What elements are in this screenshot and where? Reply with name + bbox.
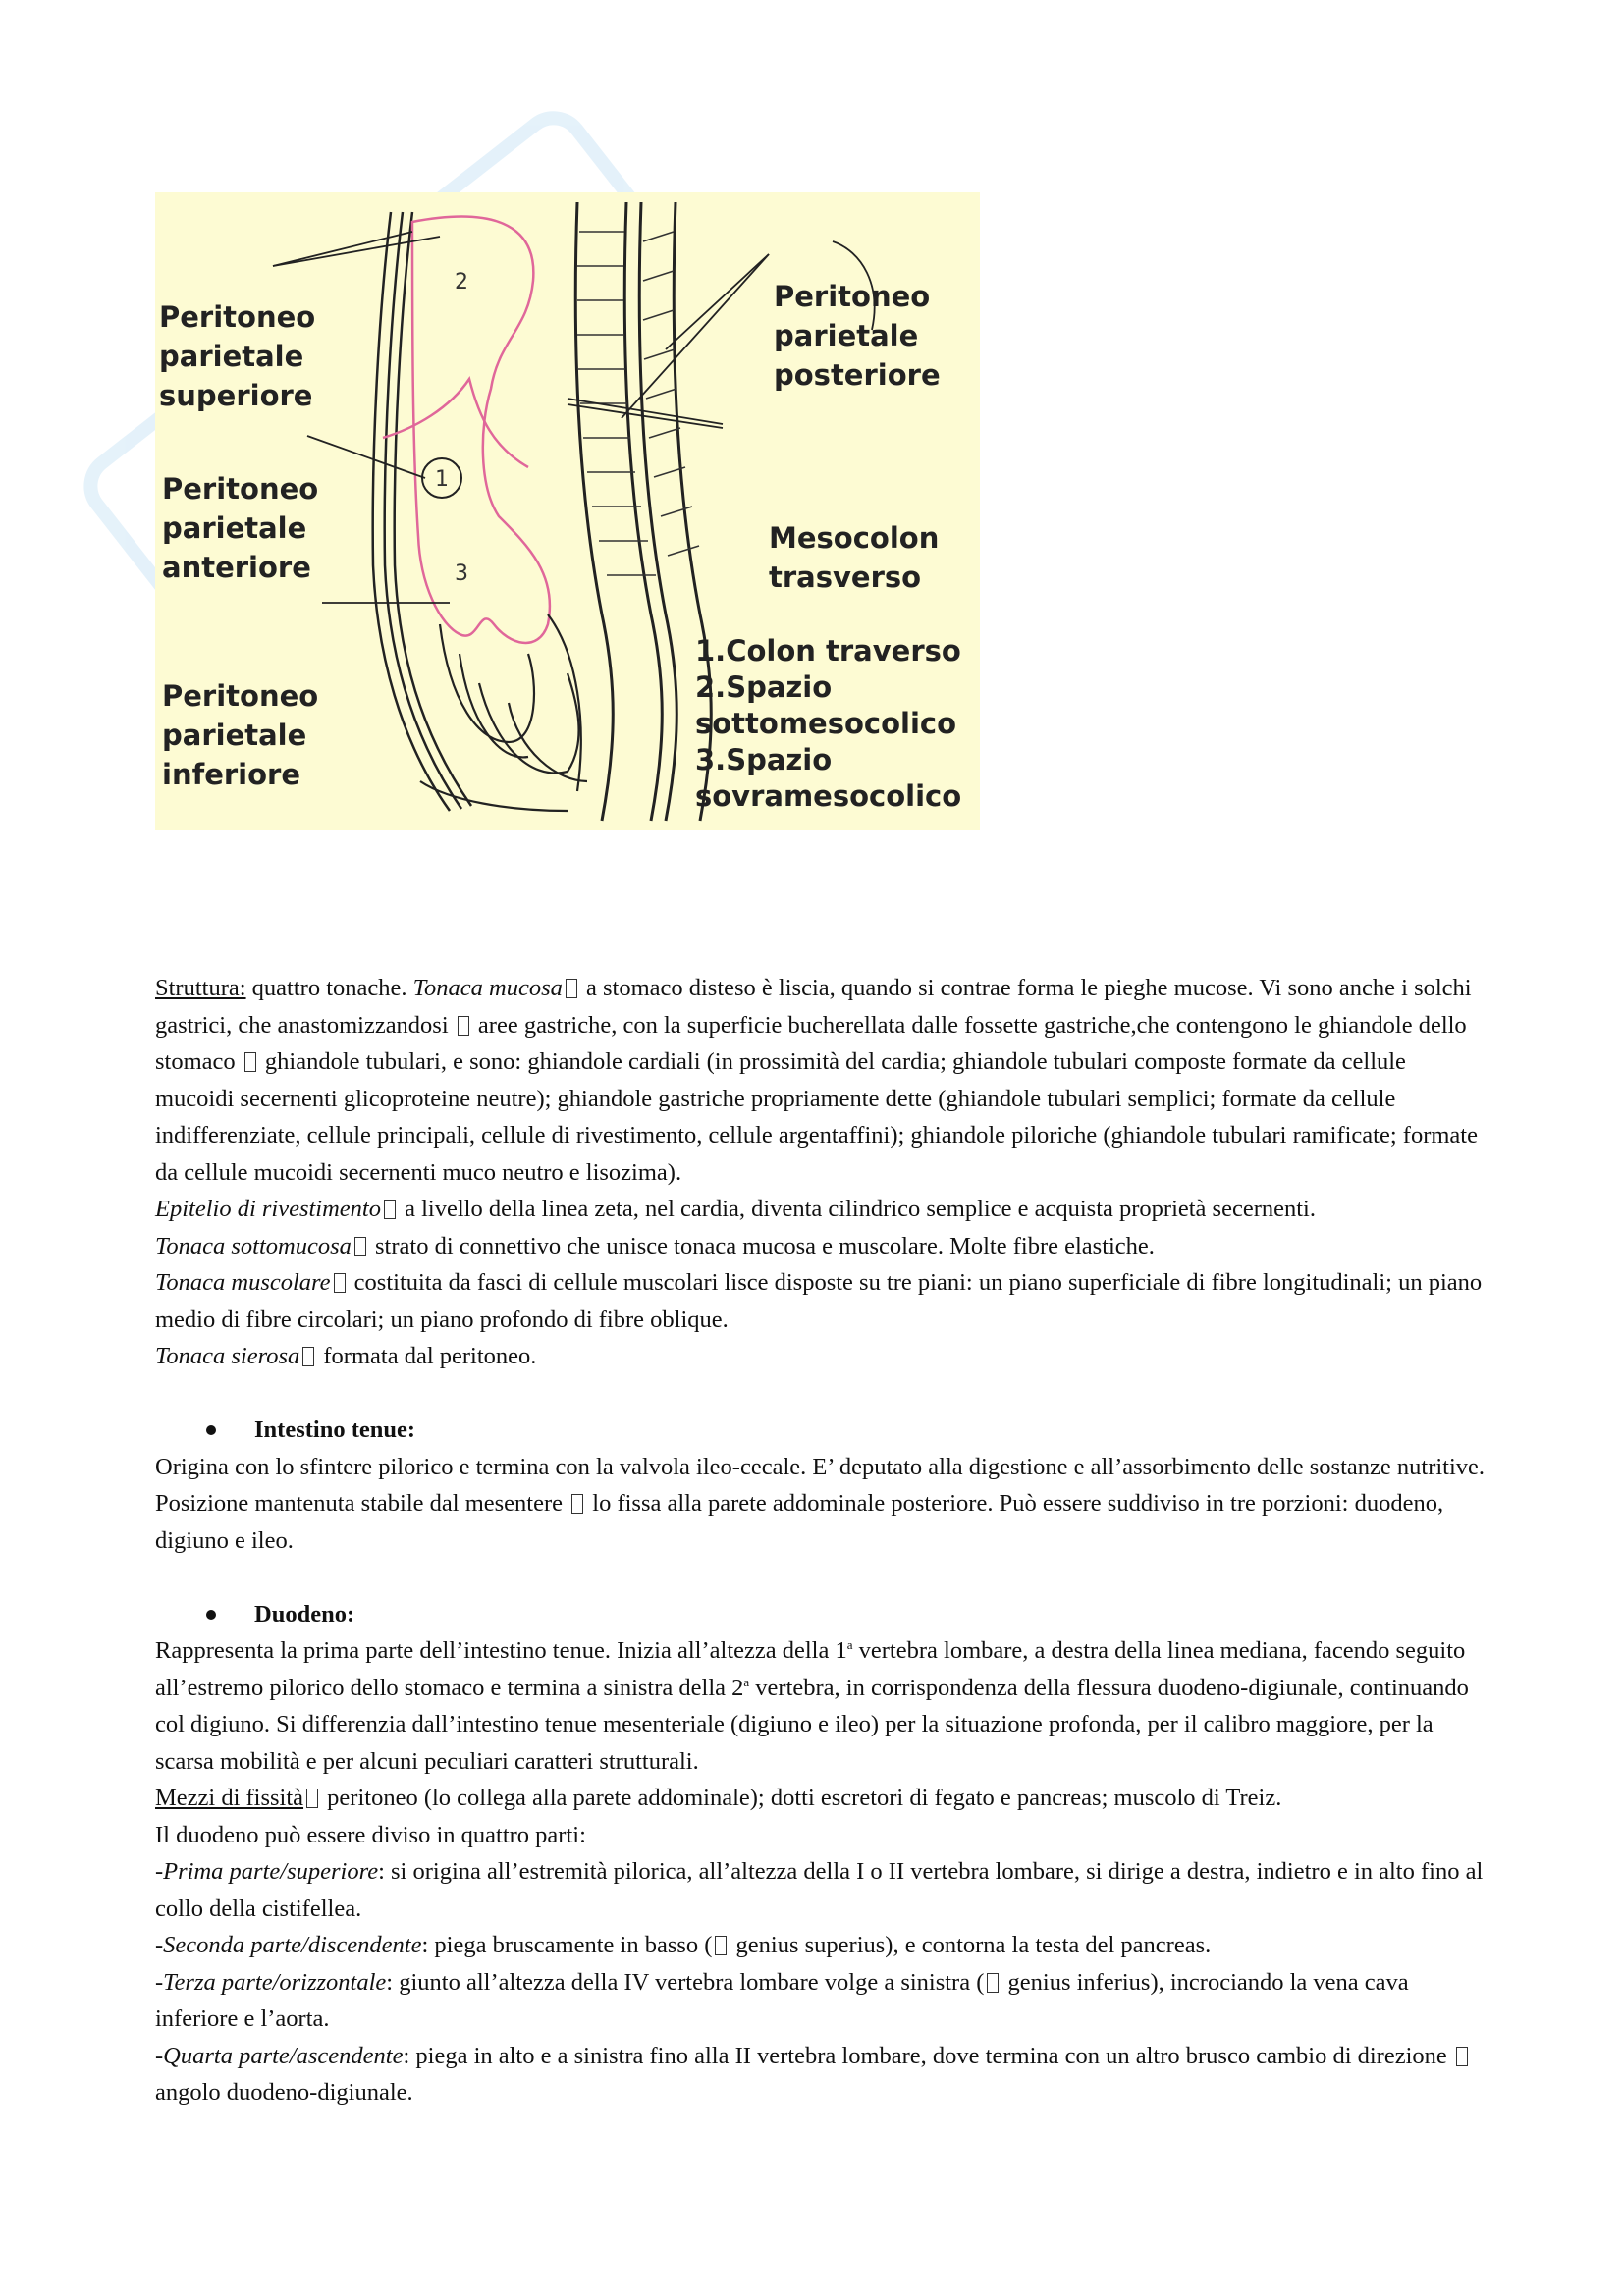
struttura-paragraph: Struttura: quattro tonache. Tonaca mucosa a stomaco disteso è liscia, quando si contrae forma le pieghe mucose. Vi sono anche i solchi gastrici, che anastomizzandosi aree gastriche, con la superficie bucherellata dalle fossette gastriche,che contengono le ghiandole dello stomaco ghiandole tubulari, e sono: ghiandole cardiali (in prossimità del cardia; ghiandole tubulari composte formate da cellule mucoidi secernenti glicoproteine neutre); ghiandole gastriche propriamente dette (ghiandole tubulari semplici; formate da cellule indifferenziate, cellule principali, cellule di rivestimento, cellule argentaffini); ghiandole piloriche (ghiandole tubulari ramificate; formate da cellule mucoidi secernenti muco neutro e lisozima). [155,975,1478,1186]
arrow-glyph [566,979,577,998]
number-3: 3 [455,561,468,586]
label-meso-1: Mesocolon [769,521,940,555]
tenue-heading: Intestino tenue: [155,1412,1490,1449]
bullet-dot [206,1425,216,1435]
mucosa-term: Tonaca mucosa [412,975,563,1001]
arrow-glyph [1456,2047,1468,2066]
label-sup-3: superiore [159,379,313,412]
tenue-paragraph: Origina con lo sfintere pilorico e termina con la valvola ileo-cecale. E’ deputato alla digestione e all’assorbimento delle sostanze nutritive. Posizione mantenuta stabile dal mesentere lo fissa alla parete addominale posteriore. Può essere suddiviso in tre porzioni: duodeno, digiuno e ileo. [155,1453,1486,1554]
arrow-glyph [302,1347,314,1366]
label-inf-2: parietale [162,719,307,752]
label-ant-1: Peritoneo [162,472,319,506]
legend-2: 2.Spazio [695,670,833,704]
arrow-glyph [715,1936,727,1955]
prima-parte: -Prima parte/superiore: si origina all’estremità pilorica, all’altezza della I o II vertebra lombare, si dirige a destra, indietro e in alto fino al collo della cistifellea. [155,1858,1484,1922]
terza-parte: -Terza parte/orizzontale: giunto all’altezza della IV vertebra lombare volge a sinistra ( genius inferius), incrociando la vena cava inferiore e l’aorta. [155,1968,1409,2032]
sierosa-line: Tonaca sierosa formata dal peritoneo. [155,1343,537,1369]
parti-intro: Il duodeno può essere diviso in quattro parti: [155,1821,586,1848]
label-post-1: Peritoneo [774,280,931,313]
label-inf-3: inferiore [162,758,301,791]
muscolare-line: Tonaca muscolare costituita da fasci di cellule muscolari lisce disposte su tre piani: un piano superficiale di fibre longitudinali; un piano medio di fibre circolari; un piano profondo di fibre oblique. [155,1269,1483,1333]
legend-5: sovramesocolico [695,779,962,813]
arrow-glyph [244,1052,256,1072]
label-post-2: parietale [774,319,919,352]
epitelio-line: Epitelio di rivestimento a livello della linea zeta, nel cardia, diventa cilindrico semplice e acquista proprietà secernenti. [155,1196,1316,1222]
label-ant-3: anteriore [162,551,311,584]
arrow-glyph [458,1016,469,1036]
duodeno-heading: Duodeno: [155,1596,1490,1633]
duodeno-paragraph: Rappresenta la prima parte dell’intestino tenue. Inizia all’altezza della 1$^a$ vertebra lombare, a destra della linea mediana, facendo seguito all’estremo pilorico dello stomaco e termina a sinistra della 2$^a$ vertebra, in corrispondenza della flessura duodeno-digiunale, continuando col digiuno. Si differenzia dall’intestino tenue mesenteriale (digiuno e ileo) per la situazione profonda, per il calibro maggiore, per la scarsa mobilità e per alcuni peculiari caratteri strutturali. [155,1636,1469,1775]
bullet-dot [206,1610,216,1620]
arrow-glyph [306,1789,318,1808]
document-body [155,970,1490,2111]
legend-3: sottomesocolico [695,707,957,740]
peritoneum-diagram [155,192,980,830]
legend-4: 3.Spazio [695,743,833,776]
mezzi-line: Mezzi di fissità peritoneo (lo collega alla parete addominale); dotti escretori di fegato e pancreas; muscolo di Treiz. [155,1785,1282,1811]
arrow-glyph [987,1973,999,1993]
arrow-glyph [354,1237,366,1256]
label-post-3: posteriore [774,358,941,392]
struttura-label: Struttura: [155,975,246,1001]
arrow-glyph [334,1273,346,1293]
label-sup-2: parietale [159,340,304,373]
sottomucosa-line: Tonaca sottomucosa strato di connettivo che unisce tonaca mucosa e muscolare. Molte fibre elastiche. [155,1232,1155,1259]
seconda-parte: -Seconda parte/discendente: piega bruscamente in basso ( genius superius), e contorna la testa del pancreas. [155,1932,1212,1958]
label-inf-1: Peritoneo [162,679,319,713]
label-meso-2: trasverso [769,561,922,594]
quarta-parte: -Quarta parte/ascendente: piega in alto e a sinistra fino alla II vertebra lombare, dove termina con un altro brusco cambio di direzione angolo duodeno-digiunale. [155,2038,1490,2111]
diagram-svg [155,192,980,830]
label-ant-2: parietale [162,511,307,545]
arrow-glyph [571,1494,583,1514]
number-2: 2 [455,270,468,294]
label-sup-1: Peritoneo [159,300,316,334]
arrow-glyph [384,1200,396,1219]
legend-1: 1.Colon traverso [695,634,961,667]
number-1: 1 [435,467,449,492]
